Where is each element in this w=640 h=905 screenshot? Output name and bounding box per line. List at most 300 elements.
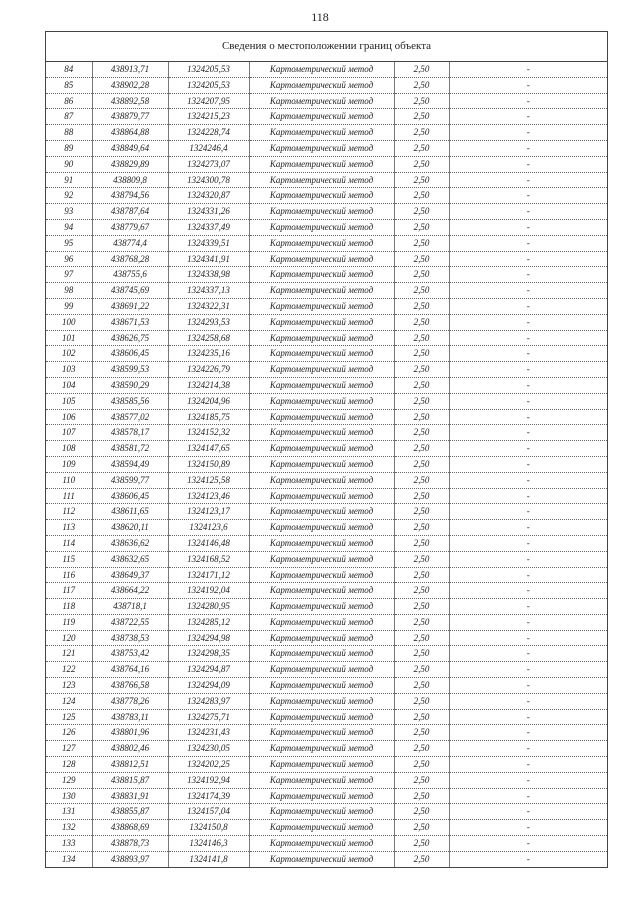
accuracy-cell: 2,50 <box>394 456 449 472</box>
y-coordinate-cell: 1324300,78 <box>168 172 249 188</box>
point-number-cell: 107 <box>46 425 92 441</box>
table-row <box>46 188 607 204</box>
x-coordinate-cell: 438878,73 <box>92 836 168 852</box>
x-coordinate-cell: 438902,28 <box>92 77 168 93</box>
method-cell: Картометрический метод <box>249 583 394 599</box>
method-cell: Картометрический метод <box>249 140 394 156</box>
method-cell: Картометрический метод <box>249 156 394 172</box>
description-cell: - <box>449 788 607 804</box>
y-coordinate-cell: 1324205,53 <box>168 77 249 93</box>
accuracy-cell: 2,50 <box>394 377 449 393</box>
point-number-cell: 88 <box>46 125 92 141</box>
table-row <box>46 772 607 788</box>
y-coordinate-cell: 1324171,12 <box>168 567 249 583</box>
accuracy-cell: 2,50 <box>394 125 449 141</box>
point-number-cell: 111 <box>46 488 92 504</box>
description-cell: - <box>449 488 607 504</box>
x-coordinate-cell: 438801,96 <box>92 725 168 741</box>
y-coordinate-cell: 1324341,91 <box>168 251 249 267</box>
description-cell: - <box>449 456 607 472</box>
method-cell: Картометрический метод <box>249 456 394 472</box>
accuracy-cell: 2,50 <box>394 93 449 109</box>
x-coordinate-cell: 438664,22 <box>92 583 168 599</box>
accuracy-cell: 2,50 <box>394 204 449 220</box>
x-coordinate-cell: 438594,49 <box>92 456 168 472</box>
method-cell: Картометрический метод <box>249 646 394 662</box>
table-row <box>46 836 607 852</box>
table-body <box>46 62 607 867</box>
method-cell: Картометрический метод <box>249 93 394 109</box>
y-coordinate-cell: 1324338,98 <box>168 267 249 283</box>
x-coordinate-cell: 438829,89 <box>92 156 168 172</box>
y-coordinate-cell: 1324298,35 <box>168 646 249 662</box>
method-cell: Картометрический метод <box>249 409 394 425</box>
method-cell: Картометрический метод <box>249 788 394 804</box>
accuracy-cell: 2,50 <box>394 156 449 172</box>
y-coordinate-cell: 1324246,4 <box>168 140 249 156</box>
y-coordinate-cell: 1324168,52 <box>168 551 249 567</box>
point-number-cell: 87 <box>46 109 92 125</box>
point-number-cell: 91 <box>46 172 92 188</box>
y-coordinate-cell: 1324231,43 <box>168 725 249 741</box>
method-cell: Картометрический метод <box>249 362 394 378</box>
point-number-cell: 123 <box>46 678 92 694</box>
table-row <box>46 283 607 299</box>
description-cell: - <box>449 630 607 646</box>
x-coordinate-cell: 438755,6 <box>92 267 168 283</box>
table-row <box>46 646 607 662</box>
method-cell: Картометрический метод <box>249 820 394 836</box>
x-coordinate-cell: 438768,28 <box>92 251 168 267</box>
table-row <box>46 362 607 378</box>
description-cell: - <box>449 204 607 220</box>
table-row <box>46 630 607 646</box>
y-coordinate-cell: 1324258,68 <box>168 330 249 346</box>
y-coordinate-cell: 1324230,05 <box>168 741 249 757</box>
description-cell: - <box>449 109 607 125</box>
point-number-cell: 103 <box>46 362 92 378</box>
description-cell: - <box>449 330 607 346</box>
description-cell: - <box>449 709 607 725</box>
x-coordinate-cell: 438783,11 <box>92 709 168 725</box>
table-row <box>46 219 607 235</box>
method-cell: Картометрический метод <box>249 836 394 852</box>
point-number-cell: 113 <box>46 520 92 536</box>
description-cell: - <box>449 535 607 551</box>
method-cell: Картометрический метод <box>249 314 394 330</box>
table-row <box>46 346 607 362</box>
table-row <box>46 314 607 330</box>
description-cell: - <box>526 853 530 864</box>
x-coordinate-cell: 438774,4 <box>92 235 168 251</box>
accuracy-cell: 2,50 <box>394 393 449 409</box>
y-coordinate-cell: 1324202,25 <box>168 757 249 773</box>
y-coordinate-cell: 1324294,09 <box>168 678 249 694</box>
y-coordinate-cell: 1324146,3 <box>168 836 249 852</box>
x-coordinate-cell: 438809,8 <box>92 172 168 188</box>
table-row <box>46 614 607 630</box>
accuracy-cell: 2,50 <box>394 488 449 504</box>
x-coordinate-cell: 438812,51 <box>92 757 168 773</box>
accuracy-cell: 2,50 <box>394 77 449 93</box>
y-coordinate-cell: 1324337,49 <box>168 219 249 235</box>
description-cell: - <box>449 172 607 188</box>
point-number-cell: 89 <box>46 140 92 156</box>
description-cell: - <box>449 678 607 694</box>
accuracy-cell: 2,50 <box>394 298 449 314</box>
description-cell: - <box>449 520 607 536</box>
method-cell: Картометрический метод <box>249 488 394 504</box>
boundary-table-frame <box>45 31 608 868</box>
method-cell: Картометрический метод <box>249 599 394 615</box>
description-cell: - <box>449 836 607 852</box>
x-coordinate-cell: 438893,97 <box>92 851 168 866</box>
table-row <box>46 725 607 741</box>
point-number-cell: 84 <box>46 62 92 77</box>
method-cell: Картометрический метод <box>249 535 394 551</box>
description-cell: - <box>449 614 607 630</box>
y-coordinate-cell: 1324141,8 <box>168 851 249 866</box>
method-cell: Картометрический метод <box>249 172 394 188</box>
description-cell: - <box>449 646 607 662</box>
method-cell: Картометрический метод <box>249 504 394 520</box>
x-coordinate-cell: 438691,22 <box>92 298 168 314</box>
method-cell: Картометрический метод <box>249 725 394 741</box>
x-coordinate-cell: 438636,62 <box>92 535 168 551</box>
point-number-cell: 108 <box>46 441 92 457</box>
description-cell: - <box>449 362 607 378</box>
method-cell: Картометрический метод <box>249 251 394 267</box>
x-coordinate-cell: 438778,26 <box>92 693 168 709</box>
description-cell: - <box>449 551 607 567</box>
x-coordinate-cell: 438577,02 <box>92 409 168 425</box>
point-number-cell: 86 <box>46 93 92 109</box>
description-cell: - <box>449 283 607 299</box>
description-cell: - <box>449 140 607 156</box>
x-coordinate-cell: 438913,71 <box>92 62 168 77</box>
y-coordinate-cell: 1324150,8 <box>168 820 249 836</box>
y-coordinate-cell: 1324293,53 <box>168 314 249 330</box>
description-cell: - <box>449 599 607 615</box>
description-cell: - <box>449 693 607 709</box>
point-number-cell: 122 <box>46 662 92 678</box>
accuracy-cell: 2,50 <box>394 630 449 646</box>
description-cell: - <box>449 267 607 283</box>
point-number-cell: 90 <box>46 156 92 172</box>
table-row <box>46 567 607 583</box>
method-cell: Картометрический метод <box>249 851 394 866</box>
y-coordinate-cell: 1324123,46 <box>168 488 249 504</box>
point-number-cell: 110 <box>46 472 92 488</box>
accuracy-cell: 2,50 <box>394 662 449 678</box>
accuracy-cell: 2,50 <box>394 725 449 741</box>
point-number-cell: 118 <box>46 599 92 615</box>
method-cell: Картометрический метод <box>249 614 394 630</box>
point-number-cell: 85 <box>46 77 92 93</box>
accuracy-cell: 2,50 <box>394 741 449 757</box>
table-row <box>46 441 607 457</box>
x-coordinate-cell: 438766,58 <box>92 678 168 694</box>
boundary-points-table <box>46 62 607 867</box>
x-coordinate-cell: 438779,67 <box>92 219 168 235</box>
description-cell: - <box>449 156 607 172</box>
accuracy-cell: 2,50 <box>394 520 449 536</box>
table-row <box>46 172 607 188</box>
accuracy-cell: 2,50 <box>394 346 449 362</box>
description-cell: - <box>449 93 607 109</box>
method-cell: Картометрический метод <box>249 219 394 235</box>
table-row <box>46 709 607 725</box>
method-cell: Картометрический метод <box>249 441 394 457</box>
y-coordinate-cell: 1324123,17 <box>168 504 249 520</box>
table-row <box>46 235 607 251</box>
table-row <box>46 551 607 567</box>
accuracy-cell: 2,50 <box>394 267 449 283</box>
accuracy-cell: 2,50 <box>394 441 449 457</box>
method-cell: Картометрический метод <box>249 377 394 393</box>
accuracy-cell: 2,50 <box>394 472 449 488</box>
method-cell: Картометрический метод <box>249 741 394 757</box>
point-number-cell: 98 <box>46 283 92 299</box>
description-cell: - <box>449 62 607 77</box>
description-cell: - <box>449 425 607 441</box>
table-row <box>46 583 607 599</box>
method-cell: Картометрический метод <box>249 62 394 77</box>
method-cell: Картометрический метод <box>249 235 394 251</box>
accuracy-cell: 2,50 <box>394 251 449 267</box>
y-coordinate-cell: 1324185,75 <box>168 409 249 425</box>
table-row <box>46 804 607 820</box>
table-row <box>46 393 607 409</box>
y-coordinate-cell: 1324283,97 <box>168 693 249 709</box>
point-number-cell: 104 <box>46 377 92 393</box>
x-coordinate-cell: 438787,64 <box>92 204 168 220</box>
x-coordinate-cell: 438753,42 <box>92 646 168 662</box>
accuracy-cell: 2,50 <box>394 646 449 662</box>
description-cell: - <box>449 567 607 583</box>
description-cell: - <box>449 504 607 520</box>
description-cell: - <box>449 472 607 488</box>
accuracy-cell: 2,50 <box>394 567 449 583</box>
method-cell: Картометрический метод <box>249 283 394 299</box>
description-cell: - <box>449 741 607 757</box>
table-row <box>46 788 607 804</box>
method-cell: Картометрический метод <box>249 693 394 709</box>
method-cell: Картометрический метод <box>249 630 394 646</box>
x-coordinate-cell: 438802,46 <box>92 741 168 757</box>
accuracy-cell: 2,50 <box>394 219 449 235</box>
table-row <box>46 77 607 93</box>
description-cell: - <box>449 314 607 330</box>
description-cell: - <box>449 804 607 820</box>
point-number-cell: 100 <box>46 314 92 330</box>
description-cell: - <box>449 662 607 678</box>
accuracy-cell: 2,50 <box>394 551 449 567</box>
point-number-cell: 117 <box>46 583 92 599</box>
x-coordinate-cell: 438649,37 <box>92 567 168 583</box>
description-cell: - <box>449 298 607 314</box>
point-number-cell: 119 <box>46 614 92 630</box>
method-cell: Картометрический метод <box>249 393 394 409</box>
description-cell: - <box>449 377 607 393</box>
accuracy-cell: 2,50 <box>394 820 449 836</box>
method-cell: Картометрический метод <box>249 267 394 283</box>
y-coordinate-cell: 1324205,53 <box>168 62 249 77</box>
method-cell: Картометрический метод <box>249 709 394 725</box>
table-row <box>46 678 607 694</box>
y-coordinate-cell: 1324204,96 <box>168 393 249 409</box>
method-cell: Картометрический метод <box>249 330 394 346</box>
accuracy-cell: 2,50 <box>394 235 449 251</box>
y-coordinate-cell: 1324273,07 <box>168 156 249 172</box>
accuracy-cell: 2,50 <box>394 362 449 378</box>
y-coordinate-cell: 1324152,32 <box>168 425 249 441</box>
point-number-cell: 132 <box>46 820 92 836</box>
point-number-cell: 127 <box>46 741 92 757</box>
description-cell: - <box>449 820 607 836</box>
accuracy-cell: 2,50 <box>394 283 449 299</box>
table-row <box>46 456 607 472</box>
table-row <box>46 204 607 220</box>
point-number-cell: 97 <box>46 267 92 283</box>
x-coordinate-cell: 438892,58 <box>92 93 168 109</box>
point-number-cell: 134 <box>46 851 92 866</box>
point-number-cell: 96 <box>46 251 92 267</box>
y-coordinate-cell: 1324150,89 <box>168 456 249 472</box>
point-number-cell: 112 <box>46 504 92 520</box>
y-coordinate-cell: 1324207,95 <box>168 93 249 109</box>
point-number-cell: 115 <box>46 551 92 567</box>
table-row <box>46 425 607 441</box>
x-coordinate-cell: 438718,1 <box>92 599 168 615</box>
point-number-cell: 93 <box>46 204 92 220</box>
description-cell: - <box>449 757 607 773</box>
point-number-cell: 99 <box>46 298 92 314</box>
description-cell: - <box>449 772 607 788</box>
method-cell: Картометрический метод <box>249 551 394 567</box>
point-number-cell: 131 <box>46 804 92 820</box>
table-row <box>46 757 607 773</box>
table-row <box>46 488 607 504</box>
description-cell: - <box>449 125 607 141</box>
accuracy-cell: 2,50 <box>394 314 449 330</box>
point-number-cell: 129 <box>46 772 92 788</box>
y-coordinate-cell: 1324123,6 <box>168 520 249 536</box>
method-cell: Картометрический метод <box>249 567 394 583</box>
method-cell: Картометрический метод <box>249 298 394 314</box>
x-coordinate-cell: 438864,88 <box>92 125 168 141</box>
description-cell: - <box>449 235 607 251</box>
accuracy-cell: 2,50 <box>394 772 449 788</box>
y-coordinate-cell: 1324320,87 <box>168 188 249 204</box>
accuracy-cell: 2,50 <box>394 693 449 709</box>
table-row <box>46 140 607 156</box>
table-row <box>46 535 607 551</box>
x-coordinate-cell: 438745,69 <box>92 283 168 299</box>
accuracy-cell: 2,50 <box>394 62 449 77</box>
accuracy-cell: 2,50 <box>394 330 449 346</box>
point-number-cell: 121 <box>46 646 92 662</box>
table-row <box>46 741 607 757</box>
method-cell: Картометрический метод <box>249 662 394 678</box>
x-coordinate-cell: 438578,17 <box>92 425 168 441</box>
y-coordinate-cell: 1324192,04 <box>168 583 249 599</box>
y-coordinate-cell: 1324192,94 <box>168 772 249 788</box>
y-coordinate-cell: 1324157,04 <box>168 804 249 820</box>
method-cell: Картометрический метод <box>249 425 394 441</box>
accuracy-cell: 2,50 <box>394 709 449 725</box>
x-coordinate-cell: 438849,64 <box>92 140 168 156</box>
point-number-cell: 95 <box>46 235 92 251</box>
x-coordinate-cell: 438815,87 <box>92 772 168 788</box>
table-row <box>46 851 607 866</box>
method-cell: Картометрический метод <box>249 678 394 694</box>
method-cell: Картометрический метод <box>249 757 394 773</box>
point-number-cell: 128 <box>46 757 92 773</box>
accuracy-cell: 2,50 <box>394 409 449 425</box>
description-cell: - <box>449 409 607 425</box>
table-row <box>46 662 607 678</box>
x-coordinate-cell: 438855,87 <box>92 804 168 820</box>
accuracy-cell: 2,50 <box>394 804 449 820</box>
y-coordinate-cell: 1324280,95 <box>168 599 249 615</box>
accuracy-cell: 2,50 <box>394 535 449 551</box>
x-coordinate-cell: 438722,55 <box>92 614 168 630</box>
table-row <box>46 472 607 488</box>
x-coordinate-cell: 438671,53 <box>92 314 168 330</box>
y-coordinate-cell: 1324235,16 <box>168 346 249 362</box>
description-cell: - <box>449 583 607 599</box>
y-coordinate-cell: 1324174,39 <box>168 788 249 804</box>
accuracy-cell: 2,50 <box>394 172 449 188</box>
table-row <box>46 251 607 267</box>
table-row <box>46 298 607 314</box>
y-coordinate-cell: 1324339,51 <box>168 235 249 251</box>
table-row <box>46 599 607 615</box>
table-row <box>46 156 607 172</box>
x-coordinate-cell: 438585,56 <box>92 393 168 409</box>
description-cell: - <box>449 346 607 362</box>
method-cell: Картометрический метод <box>249 188 394 204</box>
point-number-cell: 94 <box>46 219 92 235</box>
point-number-cell: 130 <box>46 788 92 804</box>
y-coordinate-cell: 1324214,38 <box>168 377 249 393</box>
table-row <box>46 267 607 283</box>
point-number-cell: 120 <box>46 630 92 646</box>
point-number-cell: 101 <box>46 330 92 346</box>
point-number-cell: 126 <box>46 725 92 741</box>
point-number-cell: 114 <box>46 535 92 551</box>
x-coordinate-cell: 438626,75 <box>92 330 168 346</box>
method-cell: Картометрический метод <box>249 77 394 93</box>
x-coordinate-cell: 438590,29 <box>92 377 168 393</box>
method-cell: Картометрический метод <box>249 520 394 536</box>
table-row <box>46 109 607 125</box>
accuracy-cell: 2,50 <box>394 851 449 866</box>
accuracy-cell: 2,50 <box>394 188 449 204</box>
table-row <box>46 820 607 836</box>
y-coordinate-cell: 1324215,23 <box>168 109 249 125</box>
table-row <box>46 409 607 425</box>
point-number-cell: 105 <box>46 393 92 409</box>
description-cell: - <box>449 441 607 457</box>
x-coordinate-cell: 438581,72 <box>92 441 168 457</box>
x-coordinate-cell: 438831,91 <box>92 788 168 804</box>
table-row <box>46 520 607 536</box>
table-row <box>46 377 607 393</box>
x-coordinate-cell: 438738,53 <box>92 630 168 646</box>
x-coordinate-cell: 438599,77 <box>92 472 168 488</box>
